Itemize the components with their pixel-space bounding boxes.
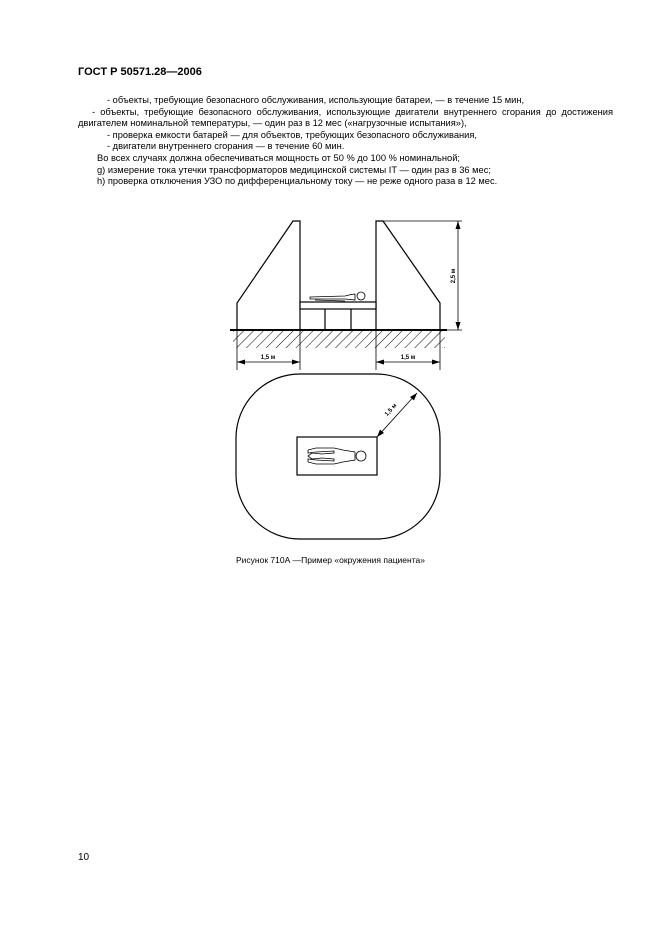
right-width-label: 1,5 м <box>400 355 416 361</box>
page-number: 10 <box>78 852 90 863</box>
lying-patient-icon <box>310 292 365 301</box>
top-view <box>236 374 440 539</box>
bed <box>300 302 376 309</box>
paragraph: Во всех случаях должна обеспечиваться мощность от 50 % до 100 % номинальной; <box>97 152 460 163</box>
list-item: - объекты, требующие безопасного обслуживания, использующие двигатели внутреннего сгорания до достижения двигателем номинальной температуры, — один раз в 12 мес («нагрузочные испытания»), <box>78 106 613 129</box>
zone-boundary-right <box>376 221 440 330</box>
height-label: 2,5 м <box>451 268 457 284</box>
left-width-label: 1,5 м <box>260 355 276 361</box>
radius-line <box>377 393 417 437</box>
list-item: g) измерение тока утечки трансформаторов медицинской системы IT — один раз в 36 мес; <box>97 164 491 175</box>
list-item: - двигатели внутреннего сгорания — в течение 60 мин. <box>107 141 345 152</box>
radius-label: 1,5 м <box>384 402 399 418</box>
figure-caption: Рисунок 710А —Пример «окружения пациента» <box>236 555 425 565</box>
side-view <box>230 221 462 370</box>
list-item: h) проверка отключения УЗО по дифференциальному току — не реже одного раза в 12 мес. <box>97 176 498 187</box>
bed-top-view <box>297 437 377 475</box>
ground-hatching <box>233 331 445 348</box>
zone-boundary-left <box>237 221 300 330</box>
document-header: ГОСТ Р 50571.28—2006 <box>78 66 202 78</box>
list-item: - проверка емкости батарей — для объектов, требующих безопасного обслуживания, <box>107 129 477 140</box>
list-item: - объекты, требующие безопасного обслуживания, использующие батареи, — в течение 15 мин, <box>107 95 525 105</box>
